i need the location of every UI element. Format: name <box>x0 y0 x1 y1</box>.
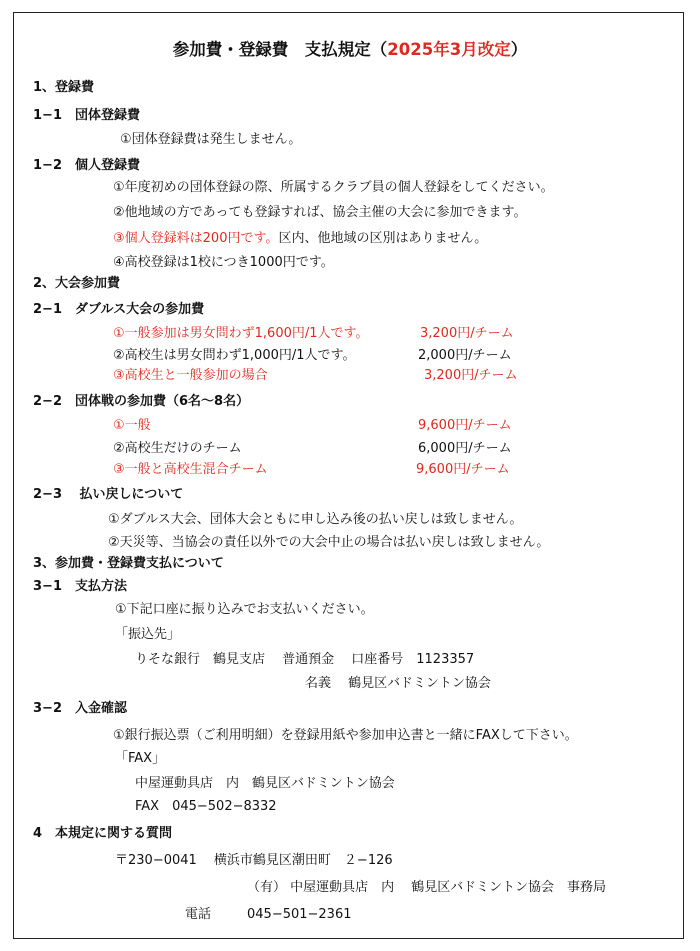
title-main: 参加費・登録費 支払規定（ <box>172 40 388 59</box>
section-2-3-item2: ②天災等、当協会の責任以外での大会中止の場合は払い戻しは致しません。 <box>108 535 550 550</box>
section-3-1-heading: 3−1 支払方法 <box>33 579 127 594</box>
fax-destination: 中屋運動具店 内 鶴見区バドミントン協会 <box>135 776 395 791</box>
section-1-heading: 1、登録費 <box>33 80 95 95</box>
doubles-row-3-label: ③高校生と一般参加の場合 <box>113 368 268 383</box>
section-2-3-item1: ①ダブルス大会、団体大会ともに申し込み後の払い戻しは致しません。 <box>108 512 523 527</box>
team-row-2-label: ②高校生だけのチーム <box>113 441 242 456</box>
section-1-2-item3 <box>113 231 487 247</box>
title-revision: 2025年3月改定 <box>387 40 511 59</box>
account-holder: 名義 鶴見区バドミントン協会 <box>305 676 491 691</box>
contact-address: 〒230−0041 横浜市鶴見区潮田町 ２−126 <box>115 853 393 868</box>
section-1-1-heading: 1−1 団体登録費 <box>33 108 140 123</box>
item3-rest-text: 区内、他地域の区別はありません。 <box>278 231 488 246</box>
section-1-2-heading: 1−2 個人登録費 <box>33 158 140 173</box>
contact-office: （有） 中屋運動具店 内 鶴見区バドミントン協会 事務局 <box>247 880 607 895</box>
section-4-heading: 4 本規定に関する質問 <box>33 826 173 841</box>
team-row-1-fee: 9,600円/チーム <box>418 418 512 433</box>
section-1-2-item1: ①年度初めの団体登録の際、所属するクラブ員の個人登録をしてください。 <box>113 180 554 195</box>
doubles-row-1-fee: 3,200円/チーム <box>420 326 514 341</box>
section-2-1-heading: 2−1 ダブルス大会の参加費 <box>33 302 205 317</box>
team-row-1-label: ①一般 <box>113 418 151 433</box>
section-2-heading: 2、大会参加費 <box>33 276 121 291</box>
section-2-2-heading: 2−2 団体戦の参加費（6名〜8名） <box>33 394 250 409</box>
section-2-3-heading: 2−3 払い戻しについて <box>33 487 184 502</box>
team-row-2-fee: 6,000円/チーム <box>418 441 512 456</box>
fax-label: 「FAX」 <box>115 751 166 766</box>
section-1-1-item1: ①団体登録費は発生しません。 <box>120 132 302 147</box>
section-1-2-item2: ②他地域の方であっても登録すれば、協会主催の大会に参加できます。 <box>113 205 527 220</box>
doubles-row-1-label: ①一般参加は男女問わず1,600円/1人です。 <box>113 326 369 341</box>
doubles-row-2-fee: 2,000円/チーム <box>418 348 512 363</box>
phone-label: 電話 <box>185 907 212 922</box>
page-title <box>0 40 700 60</box>
doubles-row-2-label: ②高校生は男女問わず1,000円/1人です。 <box>113 348 356 363</box>
fax-number: FAX 045−502−8332 <box>135 799 277 814</box>
title-close: ） <box>510 40 528 59</box>
item3-red-text: ③個人登録料は200円です。 <box>113 231 279 246</box>
doubles-row-3-fee: 3,200円/チーム <box>424 368 518 383</box>
section-3-1-item1: ①下記口座に振り込みでお支払いください。 <box>115 602 374 617</box>
section-3-2-item1: ①銀行振込票（ご利用明細）を登録用紙や参加申込書と一緒にFAXして下さい。 <box>113 728 578 743</box>
team-row-3-label: ③一般と高校生混合チーム <box>113 462 268 477</box>
phone-number: 045−501−2361 <box>247 907 352 922</box>
section-3-heading: 3、参加費・登録費支払について <box>33 556 224 571</box>
bank-account: りそな銀行 鶴見支店 普通預金 口座番号 1123357 <box>135 652 475 667</box>
section-1-2-item4: ④高校登録は1校につき1000円です。 <box>113 255 334 270</box>
team-row-3-fee: 9,600円/チーム <box>416 462 510 477</box>
section-3-2-heading: 3−2 入金確認 <box>33 701 127 716</box>
account-label: 「振込先」 <box>115 627 181 642</box>
